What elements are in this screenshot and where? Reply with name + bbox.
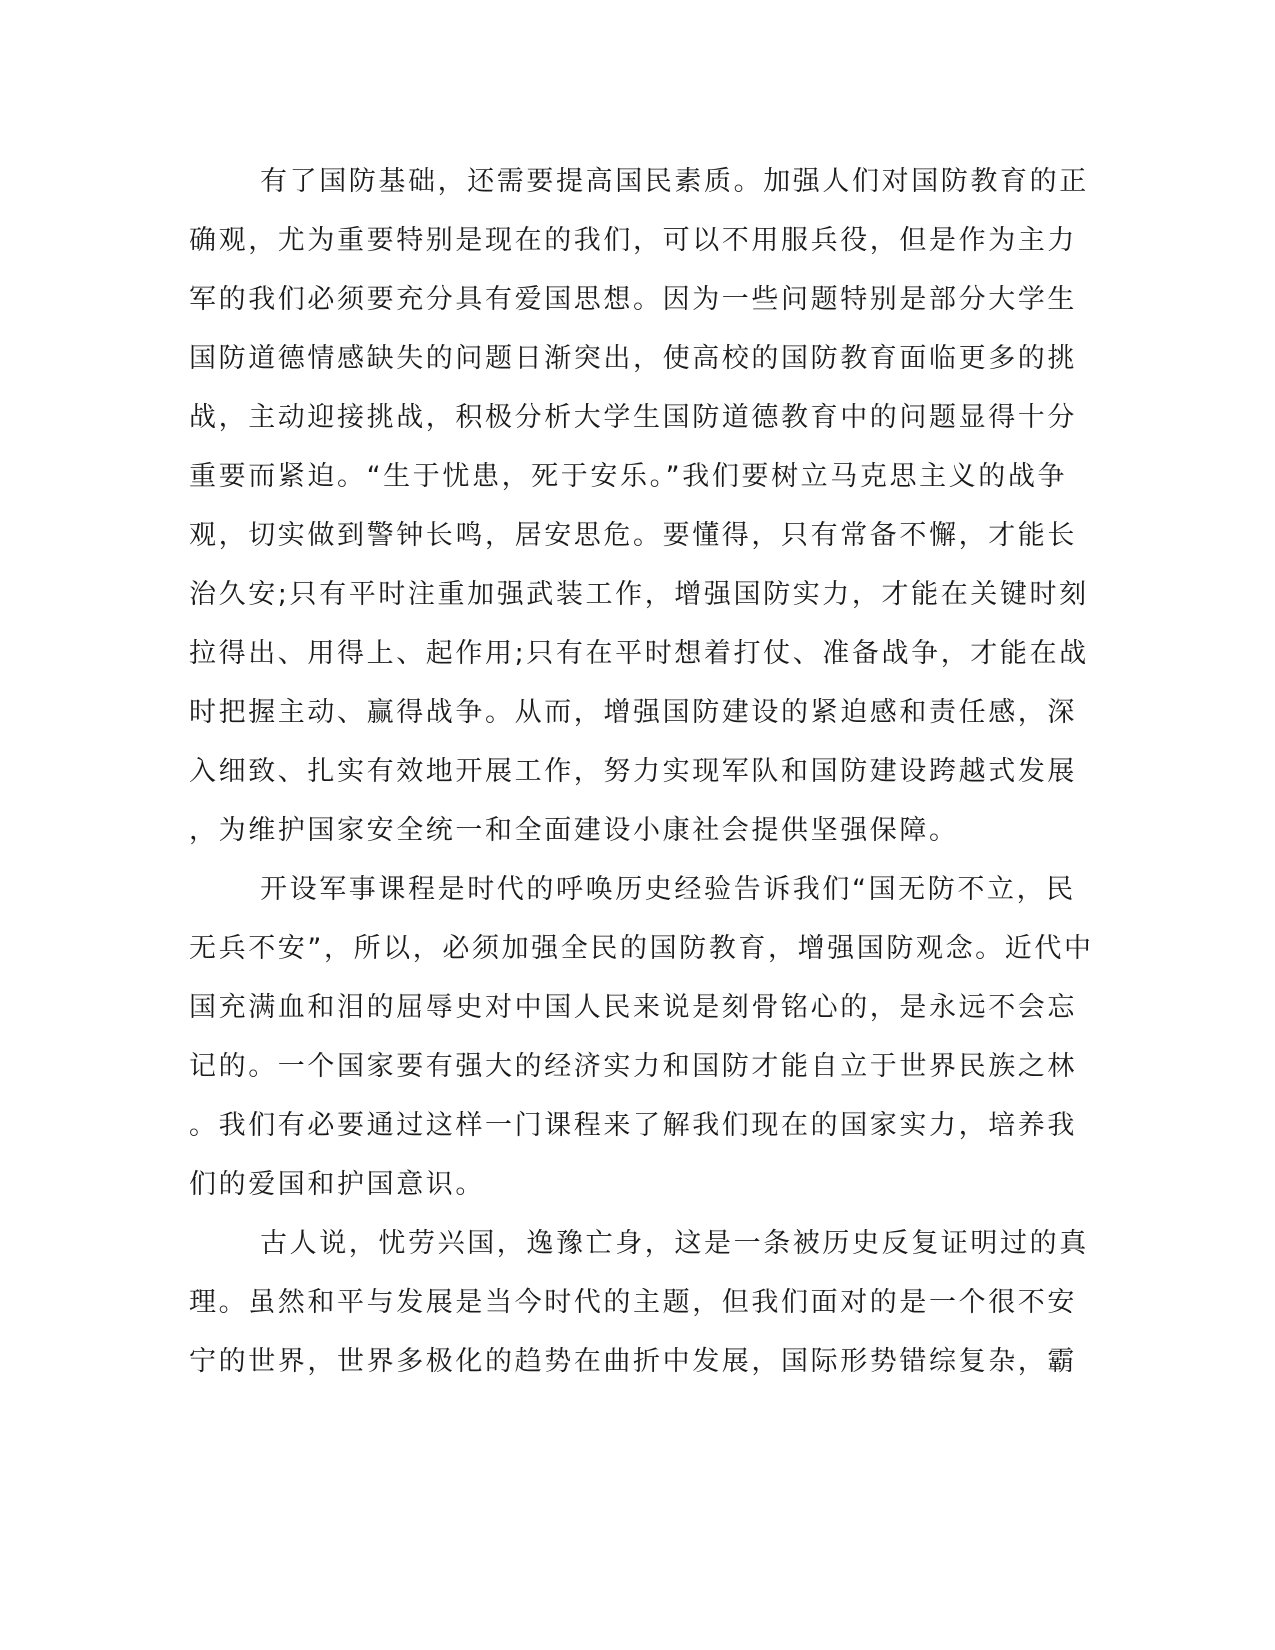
text-line: 重要而紧迫。“生于忧患，死于安乐。”我们要树立马克思主义的战争 (189, 461, 1068, 492)
text-line: 无兵不安”，所以，必须加强全民的国防教育，增强国防观念。近代中 (189, 933, 1094, 964)
text-line: 记的。一个国家要有强大的经济实力和国防才能自立于世界民族之林 (189, 1051, 1077, 1082)
text-line: 国防道德情感缺失的问题日渐突出，使高校的国防教育面临更多的挑 (189, 343, 1077, 374)
text-line: 宁的世界，世界多极化的趋势在曲折中发展，国际形势错综复杂，霸 (189, 1346, 1077, 1377)
text-line: 确观，尤为重要特别是现在的我们，可以不用服兵役，但是作为主力 (189, 225, 1077, 256)
text-line: 理。虽然和平与发展是当今时代的主题，但我们面对的是一个很不安 (189, 1287, 1077, 1318)
text-line: 军的我们必须要充分具有爱国思想。因为一些问题特别是部分大学生 (189, 284, 1077, 315)
text-line: 古人说，忧劳兴国，逸豫亡身，这是一条被历史反复证明过的真 (260, 1228, 1089, 1259)
text-line: 治久安;只有平时注重加强武装工作，增强国防实力，才能在关键时刻 (189, 579, 1089, 610)
text-line: 观，切实做到警钟长鸣，居安思危。要懂得，只有常备不懈，才能长 (189, 520, 1077, 551)
text-line: ，为维护国家安全统一和全面建设小康社会提供坚强保障。 (189, 815, 959, 846)
text-line: 战，主动迎接挑战，积极分析大学生国防道德教育中的问题显得十分 (189, 402, 1077, 433)
text-line: 入细致、扎实有效地开展工作，努力实现军队和国防建设跨越式发展 (189, 756, 1077, 787)
text-line: 国充满血和泪的屈辱史对中国人民来说是刻骨铭心的，是永远不会忘 (189, 992, 1077, 1023)
text-line: 。我们有必要通过这样一门课程来了解我们现在的国家实力，培养我 (189, 1110, 1077, 1141)
text-line: 开设军事课程是时代的呼唤历史经验告诉我们“国无防不立，民 (260, 874, 1076, 905)
text-line: 拉得出、用得上、起作用;只有在平时想着打仗、准备战争，才能在战 (189, 638, 1089, 669)
text-line: 时把握主动、赢得战争。从而，增强国防建设的紧迫感和责任感，深 (189, 697, 1077, 728)
text-line: 们的爱国和护国意识。 (189, 1169, 485, 1200)
text-line: 有了国防基础，还需要提高国民素质。加强人们对国防教育的正 (260, 166, 1089, 197)
